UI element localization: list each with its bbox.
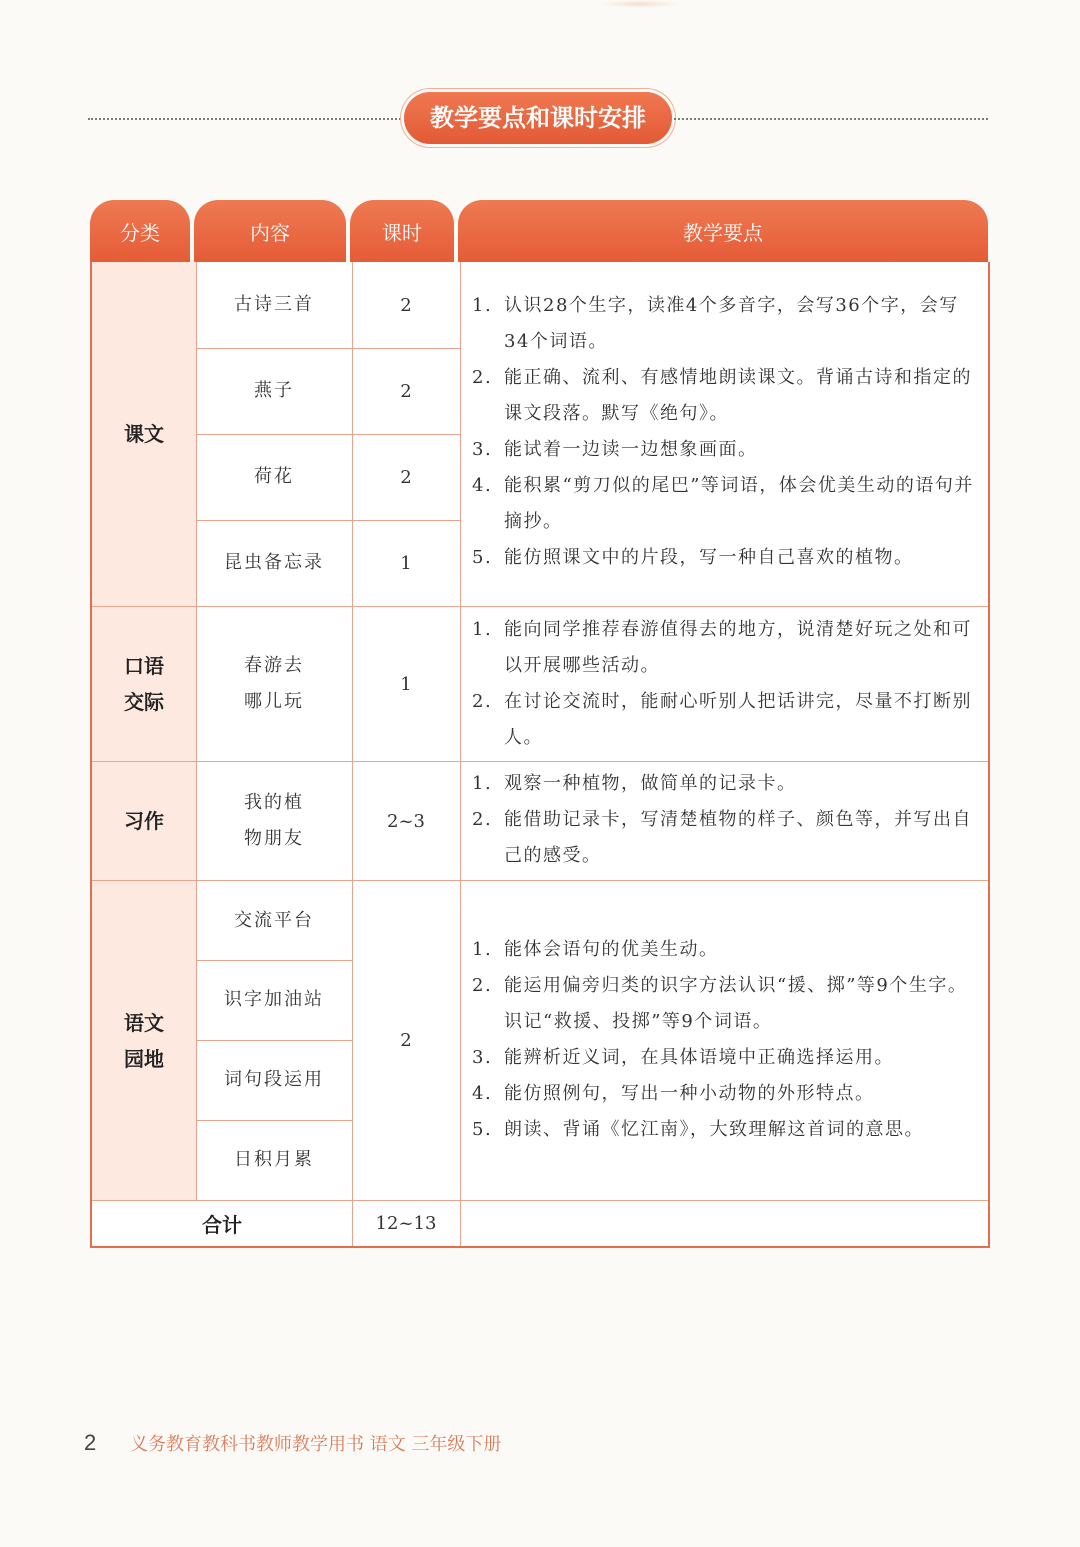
content-cell: 交流平台 [234,909,314,931]
header-category: 分类 [90,200,190,262]
content-cell: 燕子 [254,380,294,401]
content-cell: 昆虫备忘录 [224,552,324,573]
content-cell: 荷花 [254,466,294,487]
table-body [90,262,990,1248]
teaching-point: 5. 能仿照课文中的片段，写一种自己喜欢的植物。 [472,547,914,568]
book-title: 义务教育教科书教师教学用书 语文 三年级下册 [129,1434,502,1455]
hours-cell: 2 [400,294,412,316]
dotted-rule-right [674,118,988,120]
section-title: 教学要点和课时安排 [404,92,672,144]
content-cell: 古诗三首 [234,294,314,315]
teaching-point: 3. 能辨析近义词，在具体语境中正确选择运用。 [472,1047,894,1068]
category-cell: 语文 园地 [92,881,196,1201]
total-hours: 12~13 [375,1213,437,1234]
category-cell: 课文 [92,262,196,607]
header-content: 内容 [194,200,346,262]
teaching-points-cell [460,766,980,874]
hours-cell: 2~3 [387,810,425,832]
teaching-point: 1. 能向同学推荐春游值得去的地方，说清楚好玩之处和可以开展哪些活动。 [472,619,972,676]
page-footer [84,1430,501,1460]
teaching-point: 4. 能积累“剪刀似的尾巴”等词语，体会优美生动的语句并摘抄。 [472,475,974,532]
dotted-rule-left [88,118,404,120]
category-cell: 口语 交际 [92,607,196,762]
teaching-point: 1. 认识28个生字，读准4个多音字，会写36个字，会写34个词语。 [472,295,959,352]
content-cell: 春游去 哪儿玩 [244,655,304,712]
section-header [88,92,988,152]
teaching-point: 2. 能借助记录卡，写清楚植物的样子、颜色等，并写出自己的感受。 [472,809,972,866]
schedule-table [90,200,988,1248]
teaching-points-cell [460,932,980,1148]
total-label: 合计 [202,1213,242,1237]
header-hours: 课时 [350,200,454,262]
hours-cell: 2 [400,1030,412,1051]
category-cell: 习作 [92,762,196,881]
content-cell: 我的植 物朋友 [244,792,304,849]
teaching-point: 2. 能正确、流利、有感情地朗读课文。背诵古诗和指定的课文段落。默写《绝句》。 [472,367,972,424]
teaching-point: 1. 能体会语句的优美生动。 [472,939,719,960]
teaching-point: 4. 能仿照例句，写出一种小动物的外形特点。 [472,1083,875,1104]
content-cell: 词句段运用 [224,1069,324,1090]
hours-cell: 2 [400,380,412,402]
hours-cell: 1 [400,673,412,695]
teaching-point: 2. 在讨论交流时，能耐心听别人把话讲完，尽量不打断别人。 [472,691,972,748]
hours-cell: 2 [400,466,412,488]
teaching-point: 3. 能试着一边读一边想象画面。 [472,439,758,460]
header-teaching-points: 教学要点 [458,200,988,262]
teaching-points-cell [460,612,980,756]
top-decoration [600,0,680,8]
teaching-points-cell [460,288,980,576]
page-number: 2 [84,1430,97,1455]
content-cell: 日积月累 [234,1149,314,1170]
teaching-point: 1. 观察一种植物，做简单的记录卡。 [472,773,797,794]
content-cell: 识字加油站 [224,989,324,1010]
hours-cell: 1 [400,552,412,574]
teaching-point: 2. 能运用偏旁归类的识字方法认识“援、掷”等9个生字。识记“救援、投掷”等9个词语。 [472,975,968,1032]
teaching-point: 5. 朗读、背诵《忆江南》，大致理解这首词的意思。 [472,1119,924,1140]
